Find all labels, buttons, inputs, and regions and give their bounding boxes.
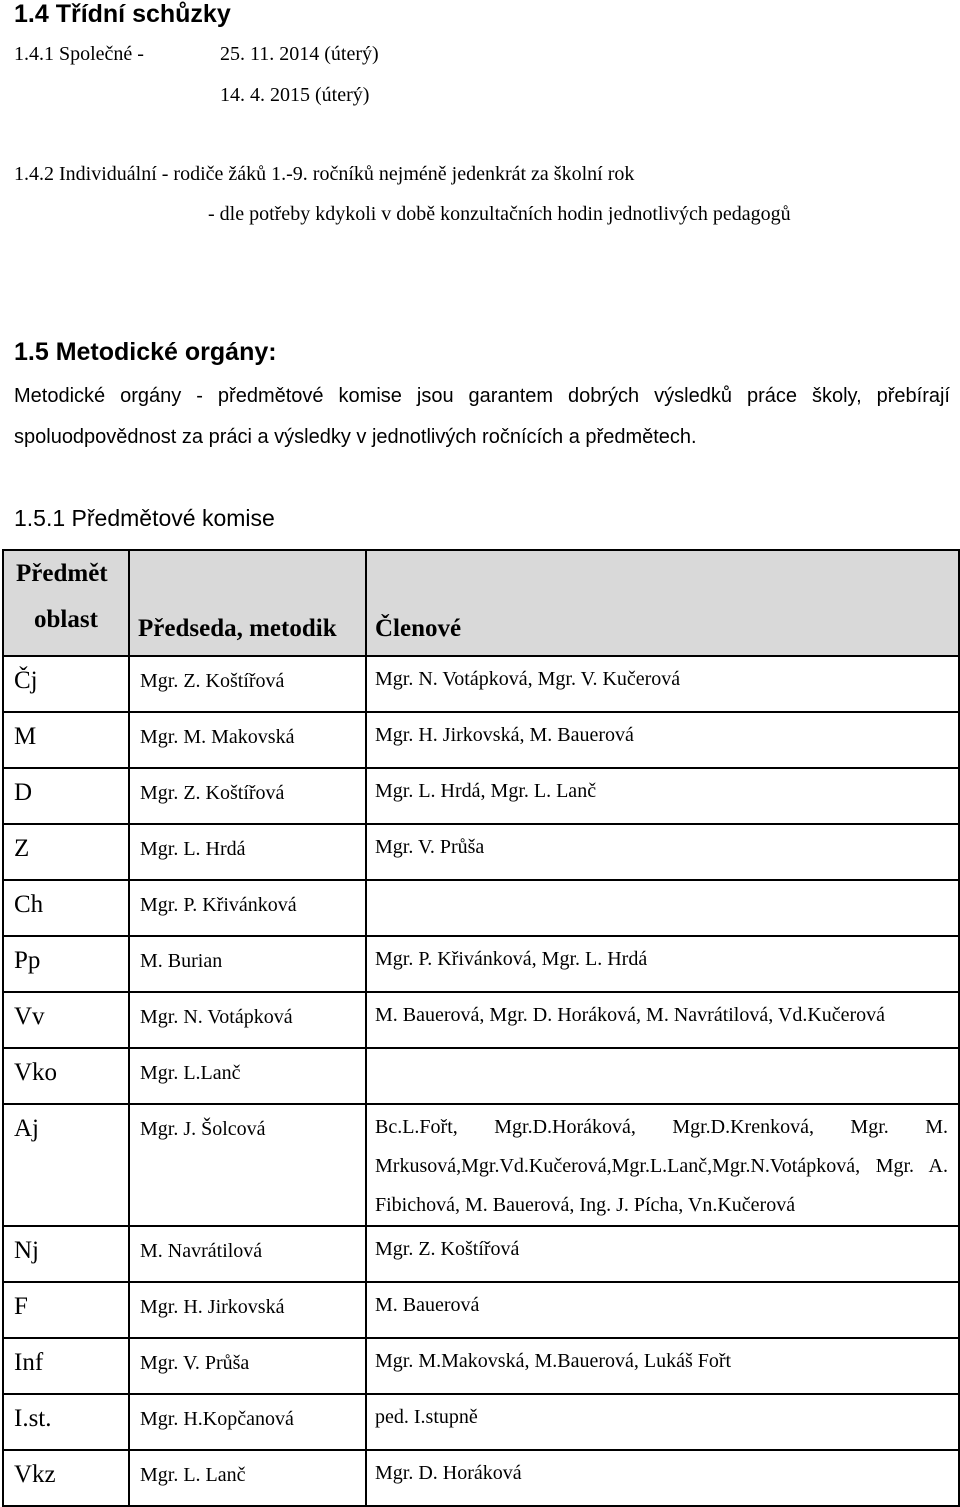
cell-chair: Mgr. L.Lanč [129, 1048, 366, 1104]
cell-chair: Mgr. J. Šolcová [129, 1104, 366, 1226]
cell-chair: Mgr. V. Průša [129, 1338, 366, 1394]
cell-subject: Čj [3, 656, 129, 712]
cell-subject: Z [3, 824, 129, 880]
cell-members: M. Bauerová, Mgr. D. Horáková, M. Navrátilová, Vd.Kučerová [366, 992, 959, 1048]
cell-members: Mgr. V. Průša [366, 824, 959, 880]
table-row [3, 1048, 959, 1104]
table-header-row [3, 550, 959, 656]
cell-subject: Aj [3, 1104, 129, 1226]
cell-chair: M. Navrátilová [129, 1226, 366, 1282]
cell-members: Mgr. D. Horáková [366, 1450, 959, 1506]
subheading-1-5-1: 1.5.1 Předmětové komise [14, 505, 275, 531]
cell-members: Bc.L.Fořt, Mgr.D.Horáková, Mgr.D.Krenková, Mgr. M. Mrkusová,Mgr.Vd.Kučerová,Mgr.L.Lanč,Mgr.N.Votápková, Mgr. A. Fibichová, M. Bauerová, Ing. J. Pícha, Vn.Kučerová [366, 1104, 959, 1226]
table-row [3, 656, 959, 712]
table-row [3, 992, 959, 1048]
table-row [3, 1338, 959, 1394]
table-row [3, 712, 959, 768]
individualni-line-2: - dle potřeby kdykoli v době konzultačních hodin jednotlivých pedagogů [208, 203, 791, 225]
header-chair: Předseda, metodik [129, 550, 366, 656]
cell-chair: Mgr. L. Lanč [129, 1450, 366, 1506]
header-members: Členové [366, 550, 959, 656]
cell-chair: Mgr. Z. Koštířová [129, 656, 366, 712]
header-subject-line2: oblast [34, 606, 98, 633]
cell-subject: Inf [3, 1338, 129, 1394]
predmetove-komise-table [2, 549, 960, 1507]
cell-subject: Ch [3, 880, 129, 936]
spolecne-date-1: 25. 11. 2014 (úterý) [220, 43, 379, 65]
cell-members: Mgr. Z. Koštířová [366, 1226, 959, 1282]
spolecne-label: 1.4.1 Společné - [14, 43, 144, 65]
cell-chair: M. Burian [129, 936, 366, 992]
table-row [3, 1104, 959, 1226]
table-row [3, 1394, 959, 1450]
cell-chair: Mgr. H.Kopčanová [129, 1394, 366, 1450]
header-subject-line1: Předmět [16, 560, 108, 587]
individualni-line-1: 1.4.2 Individuální - rodiče žáků 1.-9. ročníků nejméně jedenkrát za školní rok [14, 163, 635, 185]
cell-chair: Mgr. L. Hrdá [129, 824, 366, 880]
spolecne-date-2: 14. 4. 2015 (úterý) [220, 84, 370, 106]
cell-members: M. Bauerová [366, 1282, 959, 1338]
cell-subject: Vko [3, 1048, 129, 1104]
cell-members: Mgr. H. Jirkovská, M. Bauerová [366, 712, 959, 768]
cell-chair: Mgr. P. Křivánková [129, 880, 366, 936]
table-row [3, 936, 959, 992]
table-row [3, 880, 959, 936]
cell-members [366, 1048, 959, 1104]
cell-chair: Mgr. N. Votápková [129, 992, 366, 1048]
cell-members: Mgr. P. Křivánková, Mgr. L. Hrdá [366, 936, 959, 992]
cell-subject: Pp [3, 936, 129, 992]
section-heading-1-4: 1.4 Třídní schůzky [14, 0, 231, 28]
cell-chair: Mgr. M. Makovská [129, 712, 366, 768]
cell-subject: I.st. [3, 1394, 129, 1450]
cell-subject: Nj [3, 1226, 129, 1282]
cell-subject: Vv [3, 992, 129, 1048]
cell-members: Mgr. N. Votápková, Mgr. V. Kučerová [366, 656, 959, 712]
cell-members: Mgr. L. Hrdá, Mgr. L. Lanč [366, 768, 959, 824]
table-row [3, 1282, 959, 1338]
cell-members: ped. I.stupně [366, 1394, 959, 1450]
cell-members: Mgr. M.Makovská, M.Bauerová, Lukáš Fořt [366, 1338, 959, 1394]
cell-subject: F [3, 1282, 129, 1338]
cell-subject: D [3, 768, 129, 824]
cell-subject: Vkz [3, 1450, 129, 1506]
header-subject [3, 550, 129, 656]
section-heading-1-5: 1.5 Metodické orgány: [14, 338, 277, 366]
table-row [3, 1226, 959, 1282]
table-row [3, 768, 959, 824]
section-1-5-paragraph: Metodické orgány - předmětové komise jsou garantem dobrých výsledků práce školy, přebírají spoluodpovědnost za práci a výsledky v jednotlivých ročnících a předmětech. [14, 385, 950, 448]
table-row [3, 1450, 959, 1506]
cell-chair: Mgr. H. Jirkovská [129, 1282, 366, 1338]
cell-chair: Mgr. Z. Koštířová [129, 768, 366, 824]
cell-subject: M [3, 712, 129, 768]
table-row [3, 824, 959, 880]
cell-members [366, 880, 959, 936]
